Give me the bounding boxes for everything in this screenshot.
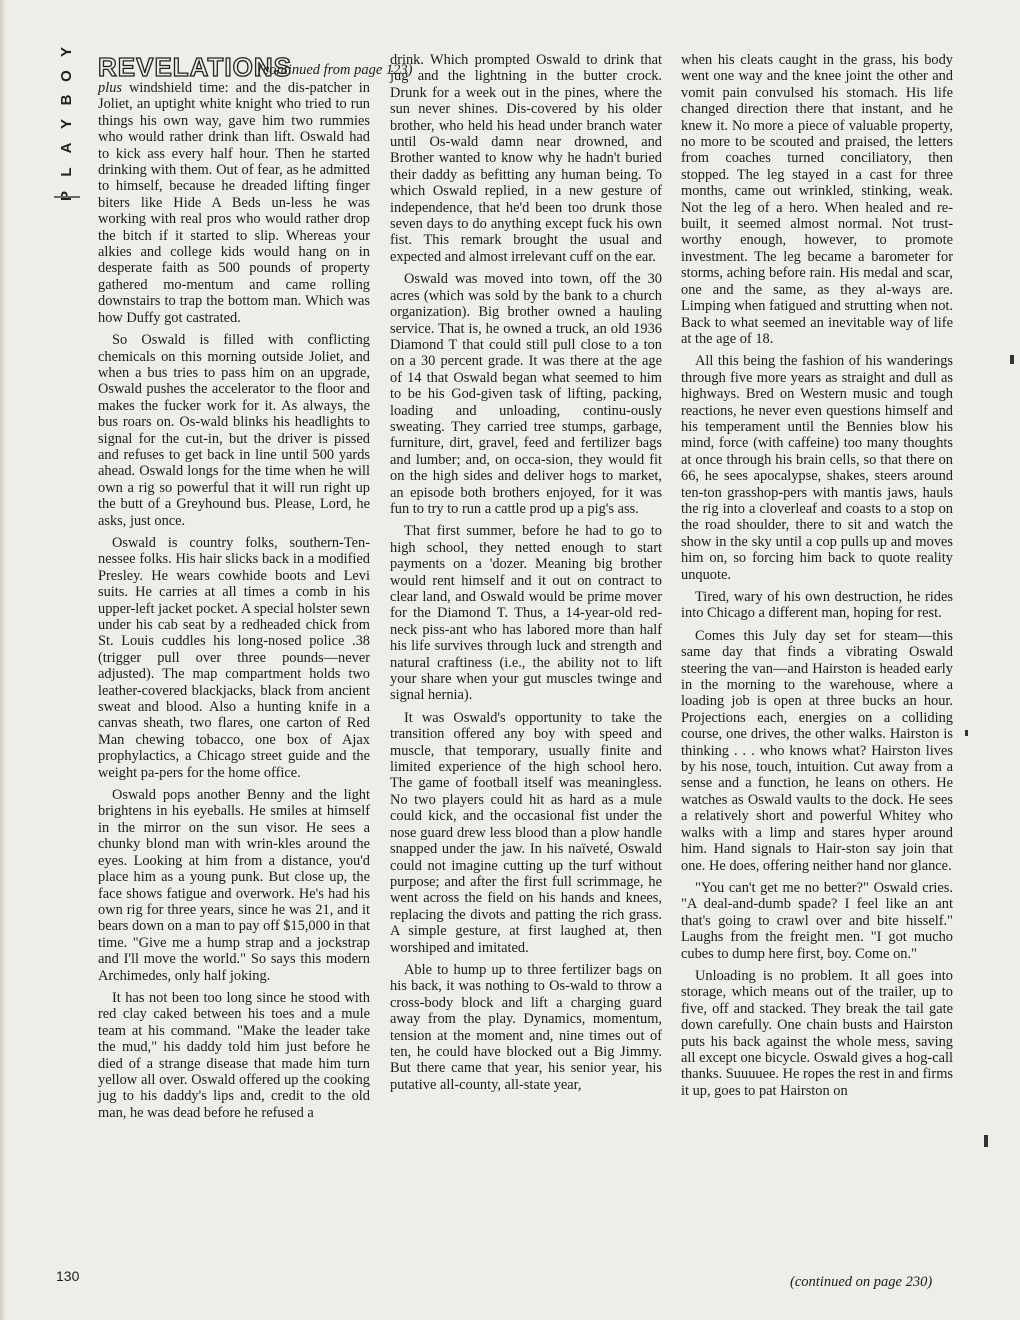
paragraph: drink. Which prompted Oswald to drink that jug and the lightning in the butter crock. Drunk for a week out in the pines, where the sun never shines. Dis-covered by his older brother, who held his head under branch water until Os-wald damn near drowned, and Brother wanted to know why he hadn't buried their daddy as befitting any human being. To which Oswald replied, in a new gesture of independence, that he'd been too drunk those seven days to do anything except fuck his own fist. This remark brought the usual and expected and almost irrelevant cuff on the ear. [390, 52, 662, 265]
text-column-2 [390, 52, 662, 1099]
magazine-letter: Y [58, 119, 75, 130]
paragraph: Unloading is no problem. It all goes into storage, which means out of the trailer, up to five, off and stacked. They break the tail gate down carefully. One chain busts and Hairston puts his back against the whole mess, saving all except one bicycle. Oswald gives a hog-call thanks. Suuuuee. He ropes the rest in and firms it up, goes to pat Hairston on [681, 967, 953, 1099]
magazine-name-vertical [56, 40, 78, 220]
paragraph: Tired, wary of his own destruction, he rides into Chicago a different man, hoping for rest. [681, 589, 953, 622]
paragraph: It was Oswald's opportunity to take the transition offered any boy with speed and muscle, that temporary, usually finite and limited experience of the high school hero. The game of football itself was meaningless. No two players could hit as hard as a mule could kick, and the occasional fist under the nose guard drew less blood than a plow handle snapped under the jaw. In his naïveté, Oswald could not imagine cutting up the turf without purpose; and after the first full scrimmage, he went across the field on his hands and knees, replacing the divots and patting the rich grass. A simple gesture, at first laughed at, then worshiped and imitated. [390, 709, 662, 956]
continued-on-note: (continued on page 230) [790, 1274, 933, 1290]
paragraph: Comes this July day set for steam—this same day that finds a vibrating Oswald steering the van—and Hairston is headed early in the morning to the warehouse, where a loading job is open at three bucks an hour. Projections each, energies on a colliding course, one drives, the other walks. Hairston is thinking . . . who knows what? Hairston lives by his nose, touch, intuition. Cut away from a sense and a function, he leans on others. He watches as Oswald vaults to the dock. He sees a relatively short and powerful Whitey who walks with a limp and stares hyper around him. Hand signals to Hair-ston say join that one. He does, offering neither hand nor glance. [681, 627, 953, 874]
magazine-letter: Y [58, 47, 75, 58]
page-number: 130 [56, 1268, 80, 1284]
feature-logo: REVELATIONS [98, 52, 292, 82]
paragraph: "You can't get me no better?" Oswald cries. "A deal-and-dumb spade? I feel like an ant that's going to crawl over and bite hisself." Laughs from the freight men. "I got mucho cubes to dump here first, boy. Come on." [681, 879, 953, 962]
magazine-letter: B [58, 94, 75, 106]
page-gutter-shadow [0, 0, 6, 1320]
italic-lead: plus [98, 80, 122, 96]
magazine-letter: L [58, 167, 75, 177]
paragraph: All this being the fashion of his wanderings through five more years as straight and dull as highways. Bred on Western music and tough reactions, he never even questions himself and his temperament until the Bennies blow his mind, force (with caffeine) too many thoughts at once through his brain cells, so that there on 66, he sees apocalypse, shakes, steers around ten-ton grasshop-pers with mantis jaws, hauls the rig into a cloverleaf and coasts to a stop on the road shoulder, there to sit and watch the show in the sky until a cop pulls up and moves him on, so forcing him back to quote reality unquote. [681, 353, 953, 583]
text-column-3 [681, 52, 953, 1105]
paragraph: It has not been too long since he stood with red clay caked between his toes and a mule team at his command. "Make the leader take the mud," his daddy told him just before he died of a strange disease that made him turn yellow all over. Oswald offered up the cooking jug to his daddy's lips and, credit to the old man, he was dead before he refused a [98, 989, 370, 1121]
margin-mark [984, 1135, 988, 1147]
magazine-letter: A [58, 142, 75, 154]
paragraph: So Oswald is filled with conflicting chemicals on this morning outside Joliet, and when a bus tries to pass him on an upgrade, Oswald pushes the accelerator to the floor and makes the fucker work for it. As always, the bus roars on. Os-wald blinks his headlights to signal for the cut-in, but the driver is pissed and refuses to get back in line until 500 yards ahead. Oswald longs for the time when he will own a rig so powerful that it will run right up the butt of a Greyhound bus. Please, Lord, he asks, just once. [98, 332, 370, 529]
paragraph: That first summer, before he had to go to high school, they netted enough to start payments on a 'dozer. Meaning big brother would rent himself and it out on contract to clear land, and Oswald would be prime mover for the Diamond T. Thus, a 14-year-old red-neck piss-ant who has labored more than half his life survives through luck and strength and natural craftiness (i.e., the ability not to lift your share when your gut muscles twinge and signal hernia). [390, 523, 662, 704]
paragraph-text: windshield time: and the dis-patcher in Joliet, an uptight white knight who tried to run things his own way, gave him two rummies who would rather drink than lift. Oswald had to kick ass every half hour. Then he started drinking with them. Out of fear, as he admitted to himself, because he dreaded lifting finger biters like Hide A Beds un-less he was working with real pros who would rather drop the bitch if it started to slip. Whereas your alkies and college kids would hang on in desperate faith as 500 pounds of property gathered mo-mentum and came rolling downstairs to trap the bottom man. Which was how Duffy got castrated. [98, 80, 370, 326]
continued-from-note: (continued from page 123) [258, 62, 413, 78]
text-column-1 [98, 80, 370, 1127]
paragraph: Able to hump up to three fertilizer bags on his back, it was nothing to Os-wald to throw a cross-body block and lift a charging guard away from the play. Dynamics, momentum, tension at the moment and, nine times out of ten, he could have blocked out a Big Jimmy. But there came that year, his senior year, his putative all-county, all-state year, [390, 961, 662, 1093]
paragraph: Oswald was moved into town, off the 30 acres (which was sold by the bank to a church organization). Big brother owned a hauling service. That is, he owned a truck, an old 1936 Diamond T that could still pull close to a ton on a 30 percent grade. It was there at the age of 14 that Oswald began what seemed to him to be his God-given task of lifting, packing, loading and unloading, continu-ously sweating. They carried tree stumps, garbage, furniture, dirt, gravel, feed and fertilizer bags and lumber; and, on occa-sion, they would fit on the high sides and deliver hogs to market, an episode both brothers enjoyed, for it was fun to try to run a cattle prod up a pig's ass. [390, 271, 662, 517]
margin-mark [965, 730, 968, 736]
sidebar-rule [54, 196, 80, 198]
paragraph: when his cleats caught in the grass, his body went one way and the knee joint the other and vomit pain convulsed his stomach. His life changed direction there that instant, and he knew it. No more a piece of valuable property, no more to be scouted and praised, the letters from coaches turned conciliatory, then stopped. The leg stayed in a cast for three months, came out wrinkled, stinking, weak. Not the leg of a hero. When healed and re-built, it seemed almost normal. Not trust-worthy enough, however, to promote investment. The leg became a barometer for storms, aching before rain. His medal and scar, one and the same, as they al-ways are. Limping when fatigued and strutting when not. Back to what seemed an inevitable way of life at the age of 18. [681, 52, 953, 347]
margin-mark [1010, 355, 1014, 364]
paragraph: Oswald is country folks, southern-Ten-nessee folks. His hair slicks back in a modified Presley. He wears cowhide boots and Levi suits. He carries at all times a comb in his upper-left jacket pocket. A special holster sewn under his cab seat by a redheaded chick from St. Louis cuddles his long-nosed police .38 (trigger pull over three pounds—never adjusted). The map compartment holds two leather-covered blackjacks, black from ancient sweat and blood. Also a hunting knife in a canvas sheath, two flares, one carton of Red Man chewing tobacco, one box of Ajax prophylactics, a Chicago street guide and the weight pa-pers for the home office. [98, 534, 370, 781]
paragraph [98, 80, 370, 326]
magazine-letter: O [58, 70, 75, 82]
paragraph: Oswald pops another Benny and the light brightens in his eyeballs. He smiles at himself in the mirror on the sun visor. He sees a chunky blond man with wrin-kles around the eyes. Looking at him from a distance, you'd place him as a young punk. But close up, the face shows fatigue and overwork. He's had his own rig for three years, since he was 21, and it bears down on a man to pay off $15,000 in that time. "Give me a hump strap and a jockstrap and I'll move the world." So says this modern Archimedes, only half joking. [98, 787, 370, 984]
